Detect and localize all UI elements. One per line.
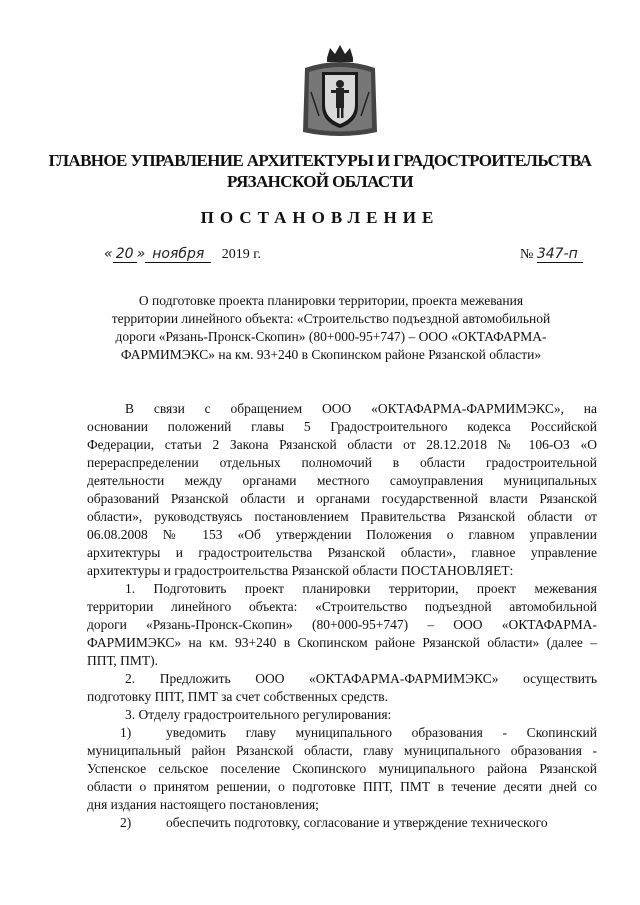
item-3-1-number: 1): [120, 725, 132, 740]
document-date: [104, 246, 261, 263]
subject-line: дороги «Рязань-Пронск-Скопин» (80+000-95+747) – ООО «ОКТАФАРМА-: [115, 329, 547, 344]
item-3-2-number: 2): [120, 815, 132, 830]
number-label: №: [520, 247, 534, 262]
item-3-1-line: уведомить главу муниципального образования - Скопинский: [166, 725, 597, 740]
date-day: 20: [113, 246, 137, 263]
item-1-line: ППТ, ПМТ).: [87, 653, 159, 668]
document-number: [520, 246, 583, 263]
preamble-line: деятельности между органами местного самоуправления муниципальных: [87, 473, 597, 488]
item-1-line: дороги «Рязань-Пронск-Скопин» (80+000-95+747) – ООО «ОКТАФАРМА-: [87, 617, 597, 632]
preamble-line: В связи с обращением ООО «ОКТАФАРМА-ФАРМИМЭКС», на: [125, 401, 597, 416]
subject-line: территории линейного объекта: «Строительство подъездной автомобильной: [111, 311, 551, 326]
item-1-line: 1. Подготовить проект планировки территории, проект межевания: [125, 581, 597, 596]
org-name-line1: ГЛАВНОЕ УПРАВЛЕНИЕ АРХИТЕКТУРЫ И ГРАДОСТРОИТЕЛЬСТВА: [48, 151, 592, 170]
preamble-line: перераспределении отдельных полномочий в области градостроительной: [87, 455, 597, 470]
item-3-1-line: Успенское сельское поселение Скопинского муниципального района Рязанской: [87, 761, 597, 776]
preamble-line: образований Рязанской области и органами государственной власти Рязанской: [87, 491, 597, 506]
preamble-line: архитектуры и градостроительства Рязанской области», главное управление: [87, 545, 597, 560]
item-3-1-line: дня издания настоящего постановления;: [87, 797, 319, 812]
preamble-line: основании положений главы 5 Градостроительного кодекса Российской: [87, 419, 597, 434]
item-3-2-line: обеспечить подготовку, согласование и утверждение технического: [166, 815, 548, 830]
preamble-line: области», руководствуясь постановлением Правительства Рязанской области от: [87, 509, 597, 524]
date-month: ноября: [145, 246, 211, 263]
preamble-line: Федерации, статьи 2 Закона Рязанской области от 28.12.2018 № 106-ОЗ «О: [87, 437, 597, 452]
document-title: ПОСТАНОВЛЕНИЕ: [200, 208, 440, 227]
item-1-line: территории линейного объекта: «Строительство подъездной автомобильной: [87, 599, 597, 614]
subject-line: О подготовке проекта планировки территории, проекта межевания: [138, 293, 524, 308]
preamble-line: 06.08.2008 № 153 «Об утверждении Положения о главном управлении: [87, 527, 597, 542]
date-close-quote: »: [136, 246, 146, 262]
coat-of-arms-icon: [297, 42, 383, 140]
date-open-quote: «: [104, 246, 113, 262]
preamble-line: архитектуры и градостроительства Рязанской области ПОСТАНОВЛЯЕТ:: [87, 563, 514, 578]
item-3-1-line: области о принятом решении, о подготовке ППТ, ПМТ в течение десяти дней со: [87, 779, 597, 794]
number-value: 347-п: [537, 246, 583, 263]
item-2-line: подготовку ППТ, ПМТ за счет собственных средств.: [87, 689, 389, 704]
item-2-line: 2. Предложить ООО «ОКТАФАРМА-ФАРМИМЭКС» осуществить: [125, 671, 597, 686]
item-3-title: 3. Отделу градостроительного регулирования:: [125, 707, 392, 722]
item-1-line: ФАРМИМЭКС» на км. 93+240 в Скопинском районе Рязанской области» (далее –: [87, 635, 597, 650]
item-3-1-line: муниципальный район Рязанской области, главу муниципального образования -: [87, 743, 597, 758]
subject-block: [96, 292, 566, 364]
date-year: 2019 г.: [221, 247, 261, 262]
org-name-line2: РЯЗАНСКОЙ ОБЛАСТИ: [227, 172, 413, 191]
subject-line: ФАРМИМЭКС» на км. 93+240 в Скопинском районе Рязанской области»: [120, 347, 542, 362]
